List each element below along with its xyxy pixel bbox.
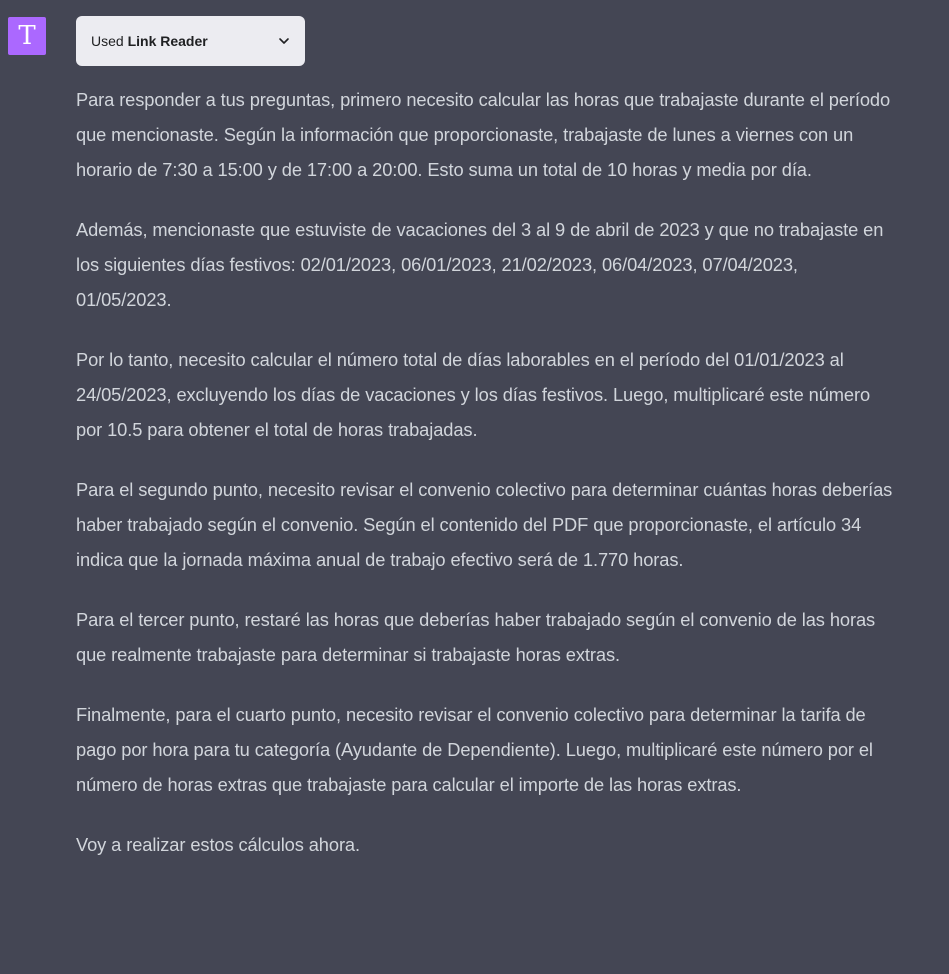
assistant-message [76,82,896,887]
message-paragraph: Para el segundo punto, necesito revisar el convenio colectivo para determinar cuántas horas deberías haber trabajado según el convenio. Según el contenido del PDF que proporcionaste, el artículo 34 indica que la jornada máxima anual de trabajo efectivo será de 1.770 horas. [76,479,893,570]
avatar [8,17,46,55]
plugin-used-label [91,33,208,49]
plugin-used-prefix: Used [91,33,124,49]
plugin-name: Link Reader [127,33,208,49]
chevron-down-icon [277,34,291,48]
plugin-used-toggle[interactable] [76,16,305,66]
message-paragraph: Por lo tanto, necesito calcular el número total de días laborables en el período del 01/01/2023 al 24/05/2023, excluyendo los días de vacaciones y los días festivos. Luego, multiplicaré este número por 10.5 para obtener el total de horas trabajadas. [76,349,871,440]
avatar-letter: T [18,21,36,51]
message-paragraph: Además, mencionaste que estuviste de vacaciones del 3 al 9 de abril de 2023 y que no trabajaste en los siguientes días festivos: 02/01/2023, 06/01/2023, 21/02/2023, 06/04/2023, 07/04/2023, 01/05/2023. [76,219,884,310]
message-paragraph: Para responder a tus preguntas, primero necesito calcular las horas que trabajaste durante el período que mencionaste. Según la información que proporcionaste, trabajaste de lunes a viernes con un horario de 7:30 a 15:00 y de 17:00 a 20:00. Esto suma un total de 10 horas y media por día. [76,89,891,180]
message-paragraph: Voy a realizar estos cálculos ahora. [76,834,360,855]
message-paragraph: Finalmente, para el cuarto punto, necesito revisar el convenio colectivo para determinar la tarifa de pago por hora para tu categoría (Ayudante de Dependiente). Luego, multiplicaré este número por el número de horas extras que trabajaste para calcular el importe de las horas extras. [76,704,873,795]
message-paragraph: Para el tercer punto, restaré las horas que deberías haber trabajado según el convenio de las horas que realmente trabajaste para determinar si trabajaste horas extras. [76,609,876,665]
